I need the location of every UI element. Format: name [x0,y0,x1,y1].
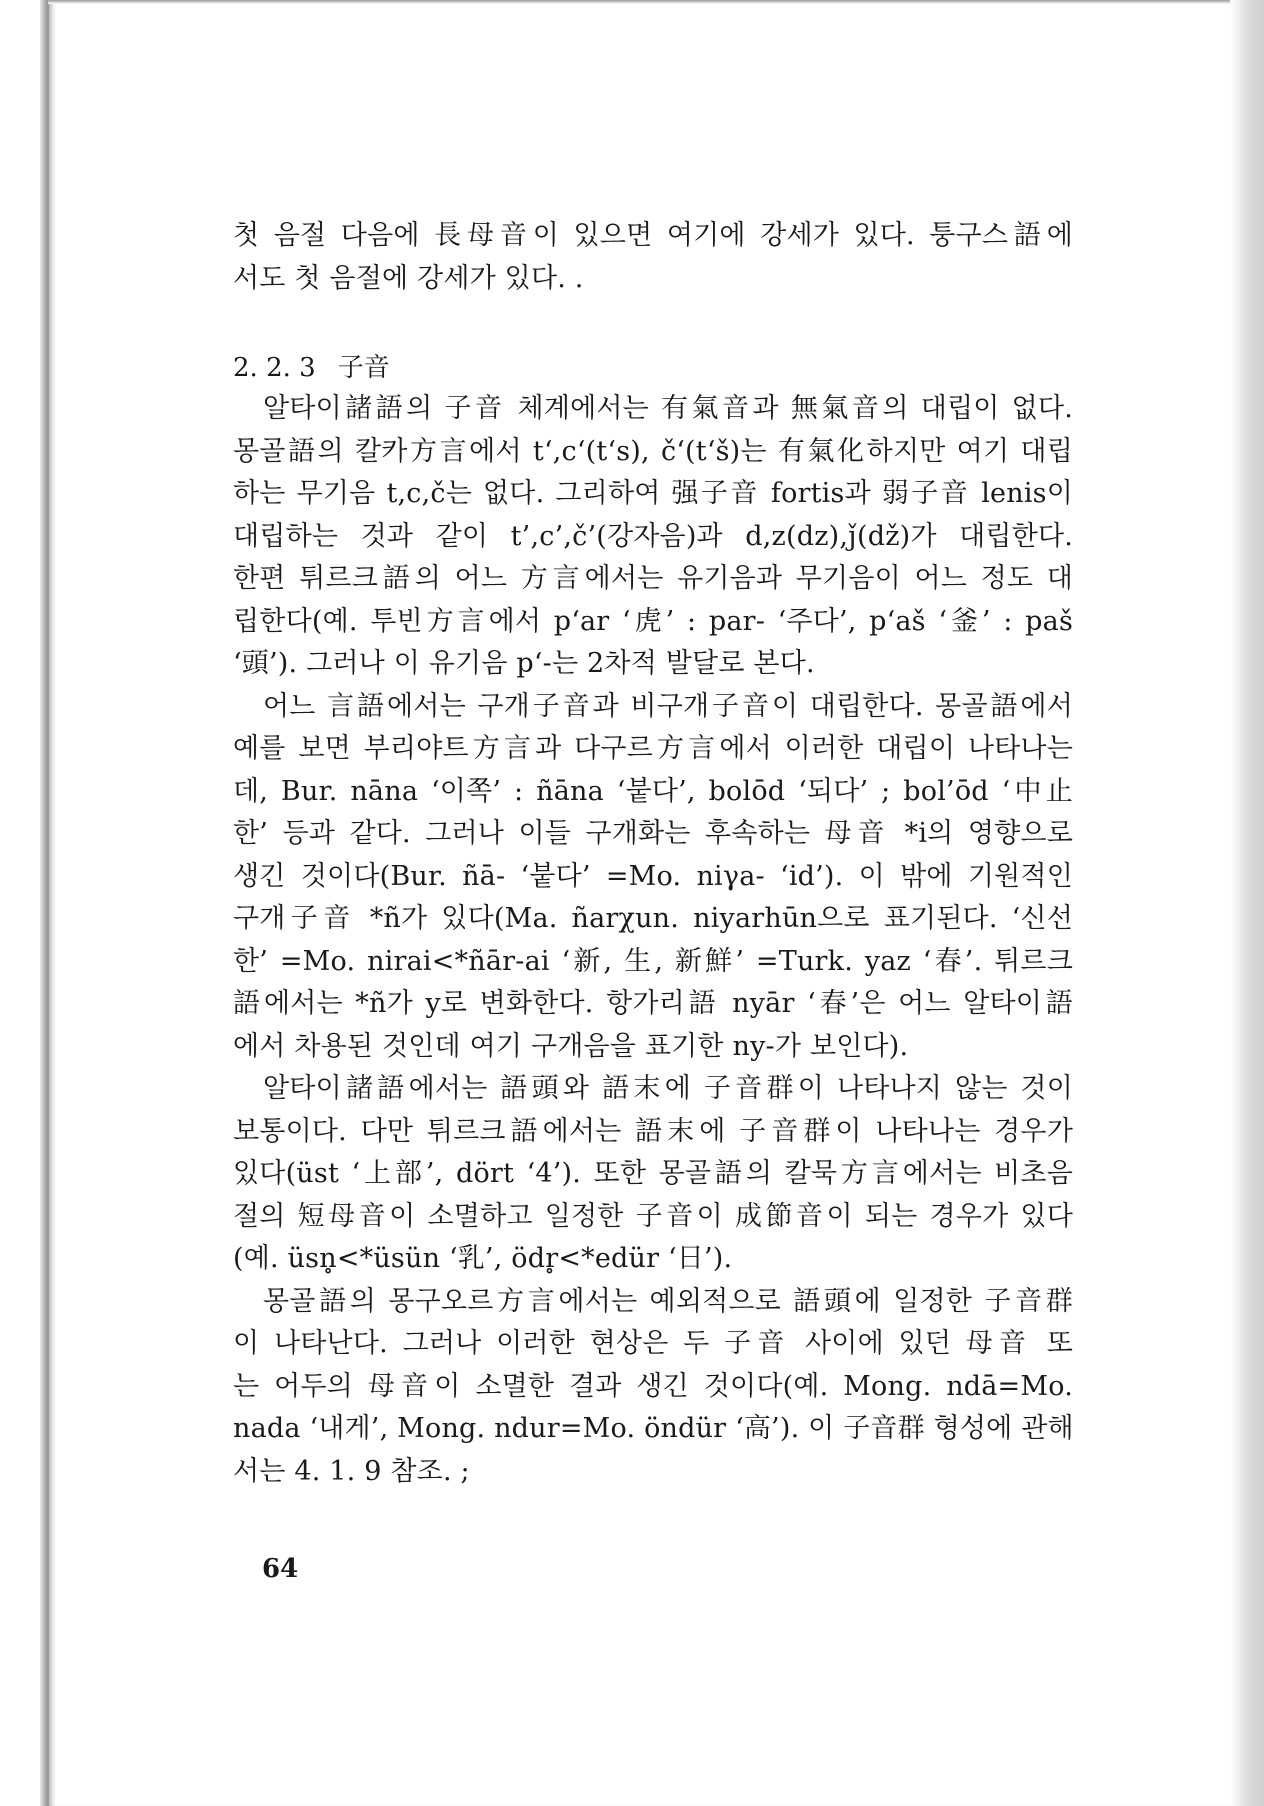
text-line: 어느 言語에서는 구개子音과 비구개子音이 대립한다. 몽골語에서 [263,690,1073,722]
text-line: 알타이諸語에서는 語頭와 語末에 子音群이 나타나지 않는 것이 [263,1073,1073,1104]
text-line: 서는 4. 1. 9 참조. ; [233,1455,470,1487]
text-line: 한’ =Mo. nirai<*ñār-ai ‘新, 生, 新鮮’ =Turk. yaz ‘春’. 튀르크 [233,945,1073,977]
page-right-shadow [1230,0,1264,1806]
page-number: 64 [262,1554,299,1584]
text-line: nada ‘내게’, Mong. ndur=Mo. öndür ‘高’). 이 子音群 형성에 관해 [233,1413,1074,1444]
page-content [233,215,1073,1493]
text-line: 보통이다. 다만 튀르크語에서는 語末에 子音群이 나타나는 경우가 [233,1115,1073,1147]
text-line: 몽골語의 칼카方言에서 t‘,c‘(t‘s), č‘(t‘š)는 有氣化하지만 여기 대립 [233,435,1073,467]
text-line: 대립하는 것과 같이 t’,c’,č’(강자음)과 d,z(dz),ǰ(dž)가 대립한다. [233,520,1073,552]
text-line: 생긴 것이다(Bur. ñā- ‘붙다’ =Mo. niγa- ‘id’). 이 밖에 기원적인 [233,860,1073,892]
text-line: 데, Bur. nāna ‘이쪽’ : ñāna ‘붙다’, bolōd ‘되다’ ; bol’ōd ‘中止 [233,775,1073,807]
paragraph-monguor [233,1281,1073,1494]
text-line: 립한다(예. 투빈方言에서 p‘ar ‘虎’ : par- ‘주다’, p‘aš ‘釜’ : paš [233,605,1073,637]
text-line: (예. üsn̥<*üsün ‘乳’, ödr̥<*edür ‘日’). [233,1243,733,1274]
text-line: 는 어두의 母音이 소멸한 결과 생긴 것이다(예. Mong. ndā=Mo. [233,1370,1073,1402]
text-line: 절의 短母音이 소멸하고 일정한 子音이 成節音이 되는 경우가 있다 [233,1200,1073,1232]
text-line: 서도 첫 음절에 강세가 있다. . [233,262,584,294]
text-line: 구개子音 *ñ가 있다(Ma. ñarχun. niyarhūn으로 표기된다. ‘신선 [233,903,1073,934]
paragraph-aspiration [233,388,1073,686]
section-heading [233,348,1073,388]
text-line: 예를 보면 부리야트方言과 다구르方言에서 이러한 대립이 나타나는 [233,733,1073,764]
paragraph-clusters [233,1068,1073,1281]
text-line: 에서 차용된 것인데 여기 구개음을 표기한 ny-가 보인다). [233,1030,909,1062]
section-title: 子音 [337,353,390,383]
text-line: 알타이諸語의 子音 체계에서는 有氣音과 無氣音의 대립이 없다. [263,393,1073,424]
text-line: 몽골語의 몽구오르方言에서는 예외적으로 語頭에 일정한 子音群 [263,1285,1073,1317]
text-line: 한’ 등과 같다. 그러나 이들 구개화는 후속하는 母音 *i의 영향으로 [233,818,1073,849]
text-line: 첫 음절 다음에 長母音이 있으면 여기에 강세가 있다. 퉁구스語에 [233,220,1073,251]
text-line: 語에서는 *ñ가 y로 변화한다. 항가리語 nyār ‘春’은 어느 알타이語 [233,988,1073,1019]
text-line: 있다(üst ‘上部’, dört ‘4’). 또한 몽골語의 칼묵方言에서는 비초음 [233,1158,1073,1189]
text-line: ‘頭’). 그러나 이 유기음 p‘-는 2차적 발달로 본다. [233,648,815,679]
text-line: 하는 무기음 t,c,č는 없다. 그리하여 强子音 fortis과 弱子音 lenis이 [233,478,1073,509]
text-line: 한편 튀르크語의 어느 方言에서는 유기음과 무기음이 어느 정도 대 [233,563,1073,594]
section-number: 2. 2. 3 [233,353,316,383]
paragraph-palatal [233,686,1073,1069]
page-top-edge [48,0,1258,4]
text-line: 이 나타난다. 그러나 이러한 현상은 두 子音 사이에 있던 母音 또 [233,1328,1073,1359]
intro-paragraph [233,215,1073,300]
